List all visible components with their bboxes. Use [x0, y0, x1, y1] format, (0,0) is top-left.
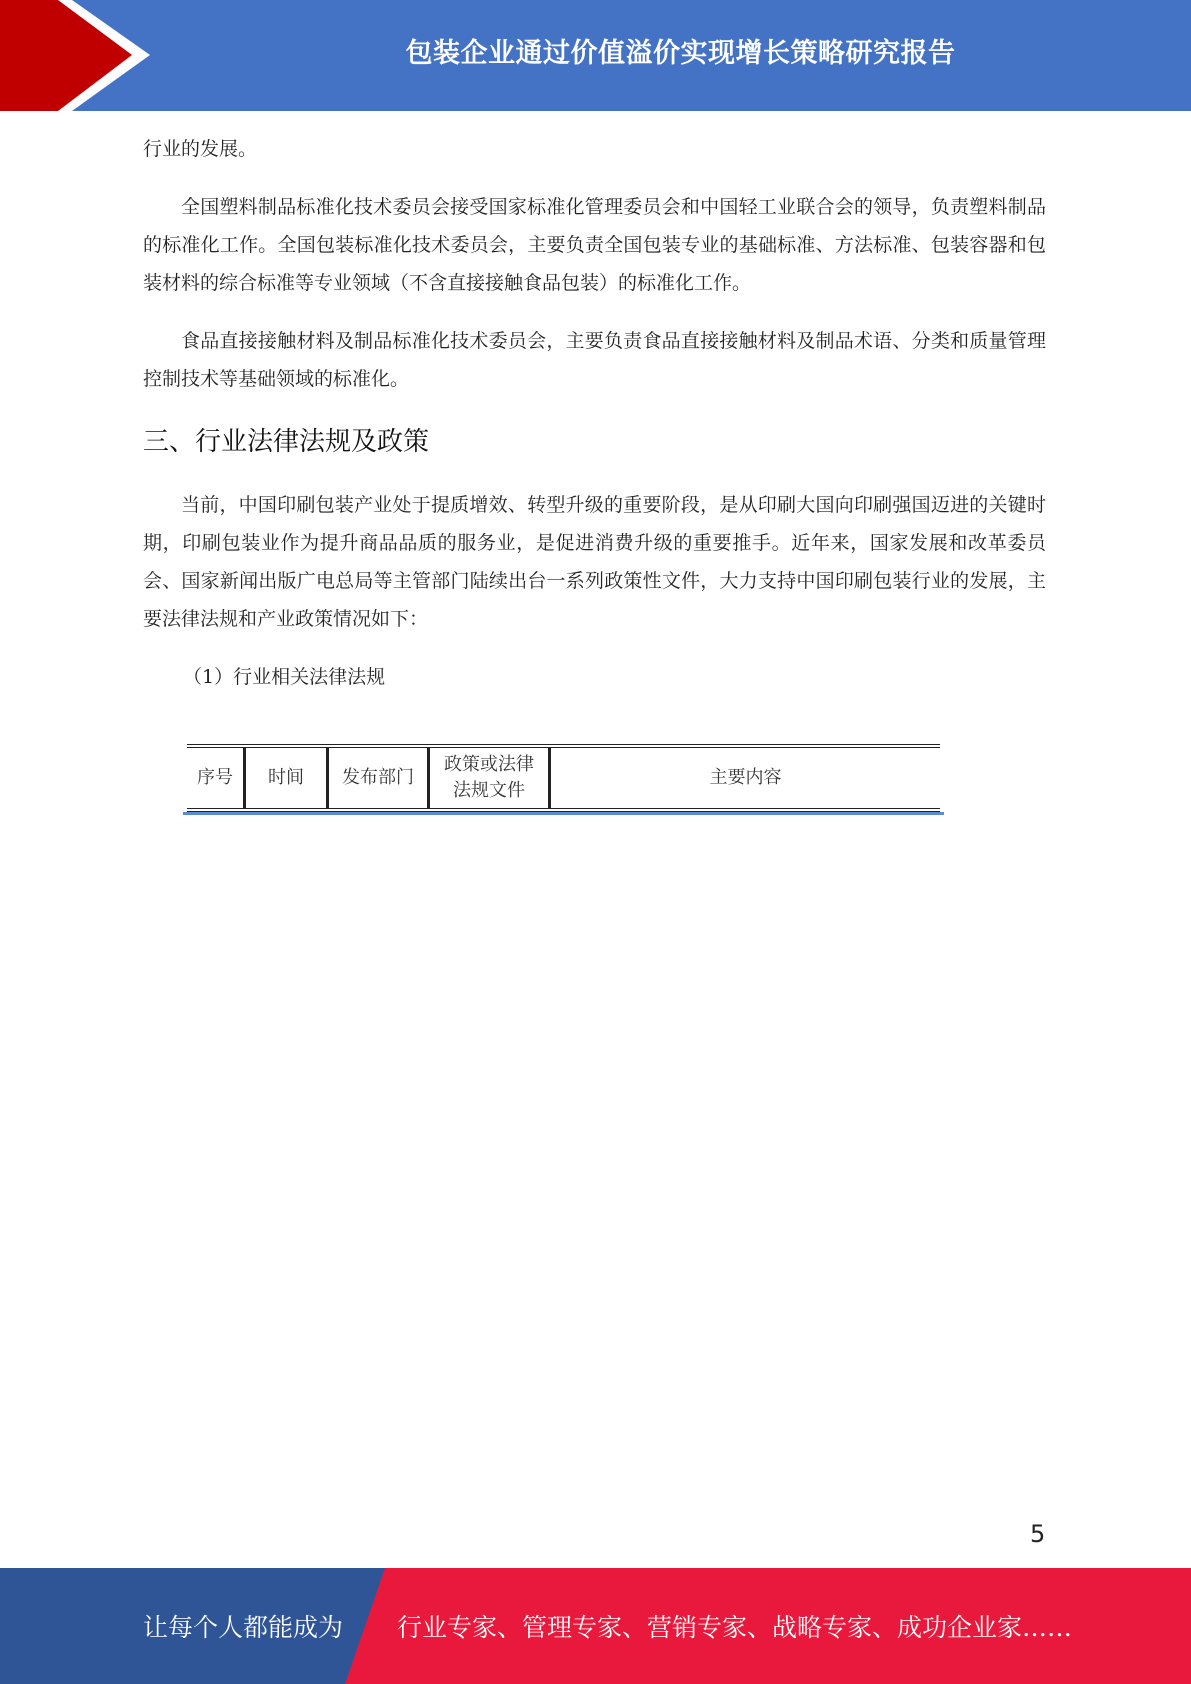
- footer-slogan-right: 行业专家、管理专家、营销专家、战略专家、成功企业家……: [397, 1613, 1073, 1642]
- paragraph-2: 全国塑料制品标准化技术委员会接受国家标准化管理委员会和中国轻工业联合会的领导，负责塑料制品的标准化工作。全国包装标准化技术委员会，主要负责全国包装专业的基础标准、方法标准、包装容器和包装材料的综合标准等专业领域（不含直接接触食品包装）的标准化工作。: [143, 196, 1046, 294]
- footer-slogan-left: 让每个人都能成为: [143, 1613, 344, 1642]
- col-content: 主要内容: [550, 746, 941, 810]
- page-header: [0, 0, 1191, 111]
- table-header-row: [187, 746, 940, 810]
- page-number: 5: [1030, 1520, 1046, 1548]
- paragraph-3: 食品直接接触材料及制品标准化技术委员会，主要负责食品直接接触材料及制品术语、分类和质量管理控制技术等基础领域的标准化。: [143, 330, 1046, 390]
- table-underline: [183, 812, 944, 815]
- col-department: 发布部门: [328, 746, 429, 810]
- subheading-laws: （1）行业相关法律法规: [183, 666, 386, 688]
- paragraph-1: 行业的发展。: [143, 138, 258, 160]
- col-index: 序号: [197, 767, 233, 788]
- header-chevron-decoration: [0, 0, 150, 111]
- laws-table: [187, 744, 940, 812]
- col-document-line2: 法规文件: [453, 780, 525, 801]
- col-document: [429, 746, 550, 810]
- paragraph-4: 当前，中国印刷包装产业处于提质增效、转型升级的重要阶段，是从印刷大国向印刷强国迈进的关键时期，印刷包装业作为提升商品品质的服务业，是促进消费升级的重要推手。近年来，国家发展和改革委员会、国家新闻出版广电总局等主管部门陆续出台一系列政策性文件，大力支持中国印刷包装行业的发展，主要法律法规和产业政策情况如下：: [143, 494, 1046, 630]
- col-time: 时间: [245, 746, 328, 810]
- report-title: 包装企业通过价值溢价实现增长策略研究报告: [405, 37, 956, 69]
- page-footer: [0, 1568, 1191, 1684]
- section-heading: 三、行业法律法规及政策: [143, 427, 430, 457]
- document-body: [143, 130, 1046, 696]
- col-document-line1: 政策或法律: [444, 754, 534, 775]
